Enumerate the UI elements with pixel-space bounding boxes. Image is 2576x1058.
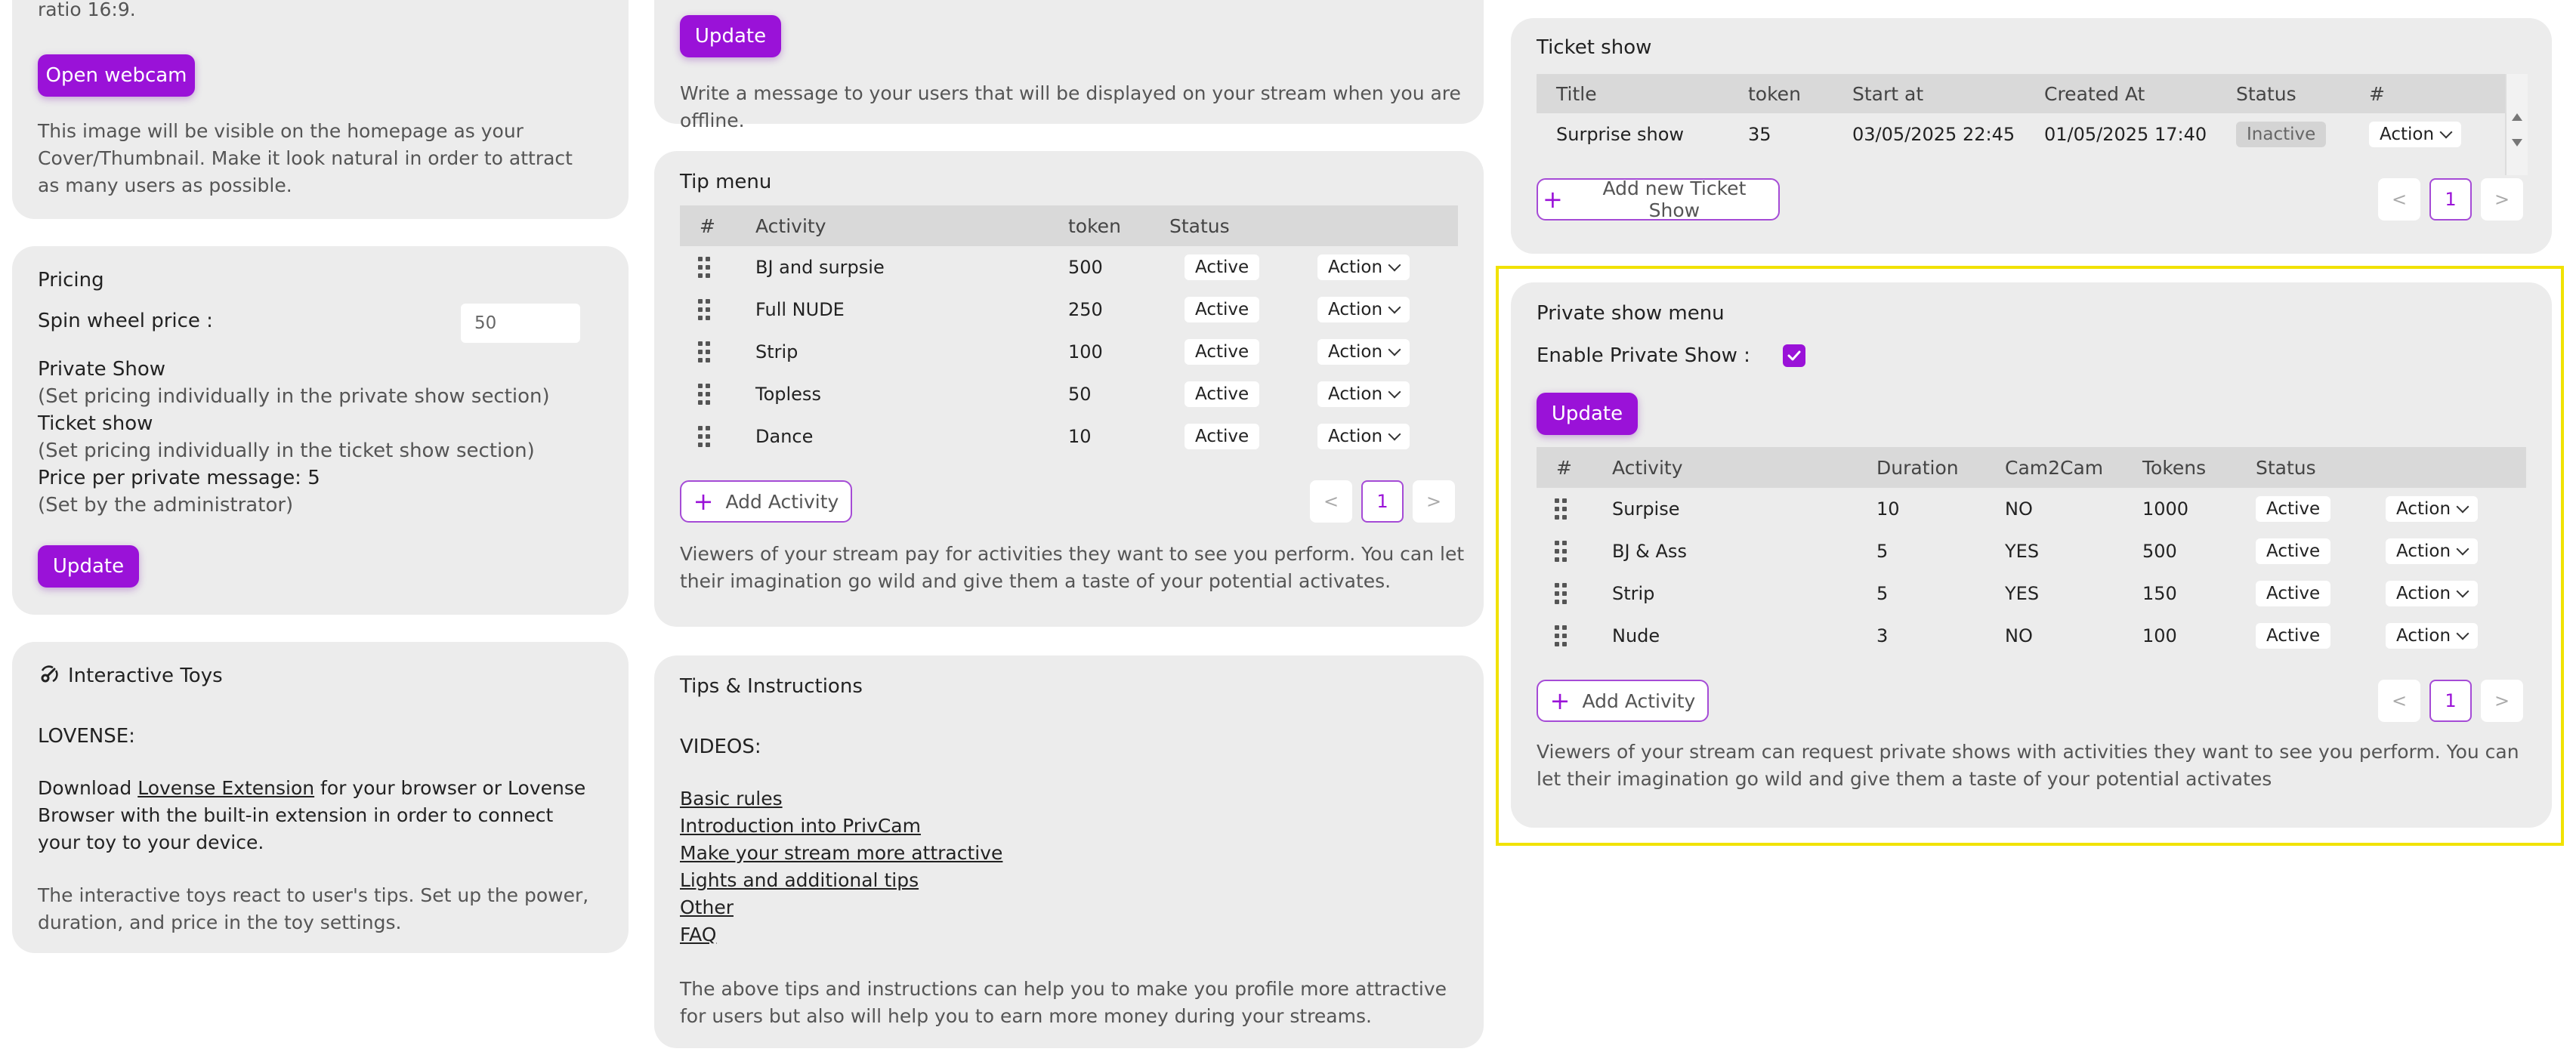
chevron-down-icon [2457,543,2469,556]
ticket-show-note: (Set pricing individually in the ticket show section) [38,440,535,462]
status-badge: Active [2256,538,2330,564]
col-hash: # [700,214,715,237]
toys-download-text [38,775,597,856]
tip-menu-card [654,151,1484,627]
duration-cell: 10 [1876,498,1900,520]
cover-card [12,0,629,219]
prev-page-button[interactable]: < [2378,178,2420,221]
tips-links [680,785,1002,948]
action-label: Action [2380,125,2435,144]
duration-cell: 3 [1876,625,1889,646]
price-per-message: Price per private message: 5 [38,467,320,489]
action-cell [1317,415,1410,458]
start-cell: 03/05/2025 22:45 [1852,124,2015,145]
lovense-extension-link[interactable]: Lovense Extension [137,777,315,799]
link-lights-tips[interactable]: Lights and additional tips [680,869,919,891]
private-show-note: (Set pricing individually in the private show section) [38,385,550,408]
cam2cam-cell: NO [2005,498,2033,520]
col-token: token [1748,82,1801,105]
chevron-down-icon [1388,344,1401,356]
action-dropdown[interactable] [2386,496,2478,522]
status-badge: Active [1185,254,1259,280]
drag-handle-icon[interactable] [698,246,710,288]
private-show-card [1511,282,2552,828]
table-row [680,246,1458,288]
open-webcam-button[interactable]: Open webcam [38,54,195,97]
scroll-up-icon[interactable] [2512,113,2522,121]
chevron-down-icon [2457,585,2469,598]
chevron-down-icon [1388,259,1401,272]
drag-handle-icon[interactable] [1555,572,1567,615]
tip-menu-rows [680,246,1458,458]
status-cell [2256,530,2330,572]
token-cell: 100 [1068,341,1103,362]
tips-note: The above tips and instructions can help you to make you profile more attractive for users but also will help you to earn more money during your streams. [680,978,1447,1027]
col-duration: Duration [1876,456,1959,479]
lovense-label: LOVENSE: [38,725,135,748]
action-label: Action [1328,384,1383,404]
status-badge: Active [2256,496,2330,522]
activity-cell: BJ & Ass [1612,541,1687,562]
next-page-button[interactable]: > [2481,680,2523,722]
ticket-rows [1537,113,2505,156]
status-badge: Active [1185,381,1259,407]
action-cell [2386,615,2478,657]
offline-description: Write a message to your users that will be displayed on your stream when you are offline. [680,82,1461,131]
col-cam2cam: Cam2Cam [2005,456,2104,479]
plus-icon: + [1549,686,1571,715]
add-ticket-show-label: Add new Ticket Show [1602,177,1747,221]
drag-handle-icon[interactable] [1555,615,1567,657]
tokens-cell: 500 [2142,541,2177,562]
action-label: Action [2396,499,2451,519]
tips-instructions-card [654,655,1484,1048]
add-activity-button[interactable] [1537,680,1709,722]
chevron-down-icon [2440,126,2453,139]
cover-ratio-text: ratio 16:9. [38,0,136,20]
token-cell: 500 [1068,257,1103,278]
col-title: Title [1556,82,1597,105]
table-row [680,288,1458,331]
action-label: Action [1328,427,1383,446]
toy-wave-icon [38,663,60,686]
toys-note: The interactive toys react to user's tips. Set up the power, duration, and price in the toy settings. [38,884,589,933]
table-row [680,373,1458,415]
link-other[interactable]: Other [680,896,734,918]
page-number[interactable]: 1 [2429,680,2472,722]
status-cell [2256,488,2330,530]
duration-cell: 5 [1876,541,1889,562]
status-cell [2236,113,2326,156]
enable-private-checkbox[interactable] [1783,344,1805,367]
interactive-toys-card [12,642,629,953]
price-per-message-note: (Set by the administrator) [38,494,294,517]
tip-menu-description: Viewers of your stream pay for activities they want to see you perform. You can let their imagination go wild and give them a taste of your potential activates. [680,543,1465,592]
pricing-update-button[interactable]: Update [38,545,139,588]
link-faq[interactable]: FAQ [680,924,717,945]
drag-handle-icon[interactable] [1555,488,1567,530]
pricing-card [12,246,629,615]
action-cell [1317,288,1410,331]
drag-handle-icon[interactable] [698,288,710,331]
token-cell: 35 [1748,124,1771,145]
table-row [1537,530,2526,572]
status-cell [2256,572,2330,615]
next-page-button[interactable]: > [2481,178,2523,221]
status-badge: Active [2256,581,2330,606]
action-dropdown[interactable] [1317,254,1410,280]
title-cell: Surprise show [1556,124,1685,145]
drag-handle-icon[interactable] [1555,530,1567,572]
chevron-down-icon [1388,386,1401,399]
col-status: Status [2256,456,2316,479]
table-row [680,415,1458,458]
col-hash: # [2369,82,2385,105]
status-cell [1185,288,1259,331]
token-cell: 250 [1068,299,1103,320]
private-menu-description: Viewers of your stream can request private shows with activities they want to see you perform. You can let their imagination go wild and give them a taste of your potential activates [1537,741,2519,790]
next-page-button[interactable]: > [1413,480,1455,523]
status-cell [1185,331,1259,373]
action-cell [2386,572,2478,615]
action-label: Action [1328,258,1383,277]
tokens-cell: 100 [2142,625,2177,646]
action-dropdown[interactable] [2369,122,2461,147]
activity-cell: Dance [755,426,814,447]
table-row [1537,113,2505,156]
link-basic-rules[interactable]: Basic rules [680,788,783,810]
private-update-button[interactable]: Update [1537,393,1638,435]
status-badge: Active [1185,297,1259,322]
status-cell [1185,415,1259,458]
duration-cell: 5 [1876,583,1889,604]
activity-cell: Strip [1612,583,1655,604]
ticket-show-card [1511,18,2552,254]
action-cell [2386,488,2478,530]
spin-wheel-label: Spin wheel price : [38,310,213,332]
action-cell [1317,246,1410,288]
private-menu-title: Private show menu [1537,302,1725,325]
page-number[interactable]: 1 [1361,480,1404,523]
activity-cell: Nude [1612,625,1660,646]
action-cell [2386,530,2478,572]
tokens-cell: 1000 [2142,498,2189,520]
add-activity-label: Add Activity [1582,689,1696,712]
activity-cell: Full NUDE [755,299,845,320]
created-cell: 01/05/2025 17:40 [2044,124,2207,145]
action-dropdown[interactable] [1317,381,1410,407]
chevron-down-icon [1388,428,1401,441]
status-badge: Active [1185,339,1259,365]
offline-message-card [654,0,1484,131]
activity-cell: Topless [755,384,821,405]
status-cell [2256,615,2330,657]
ticket-scrollbar[interactable] [2505,74,2528,175]
ticket-header [1537,74,2505,113]
tokens-cell: 150 [2142,583,2177,604]
action-dropdown[interactable] [2386,538,2478,564]
action-label: Action [2396,626,2451,646]
link-attractive-stream[interactable]: Make your stream more attractive [680,842,1003,864]
token-cell: 50 [1068,384,1092,405]
scroll-down-icon[interactable] [2512,139,2522,147]
status-badge: Active [1185,424,1259,449]
chevron-down-icon [1388,301,1401,314]
add-activity-button[interactable] [680,480,852,523]
spin-wheel-price-input[interactable] [461,304,580,343]
table-row [1537,488,2526,530]
col-status: Status [1169,214,1230,237]
col-token: token [1068,214,1121,237]
prev-page-button[interactable]: < [1310,480,1352,523]
private-rows [1537,488,2526,657]
table-row [1537,572,2526,615]
plus-icon: + [693,487,714,516]
prev-page-button[interactable]: < [2378,680,2420,722]
col-start-at: Start at [1852,82,1924,105]
ticket-show-title: Ticket show [38,412,153,435]
col-status: Status [2236,82,2296,105]
spin-wheel-price-value: 50 [474,313,497,333]
activity-cell: BJ and surpsie [755,257,885,278]
enable-private-label: Enable Private Show : [1537,344,1750,367]
tip-menu-header [680,205,1458,246]
chevron-down-icon [2457,501,2469,514]
action-dropdown[interactable] [1317,424,1410,449]
action-label: Action [1328,342,1383,362]
action-dropdown[interactable] [1317,297,1410,322]
status-badge: Active [2256,623,2330,649]
action-dropdown[interactable] [2386,581,2478,606]
cover-description: This image will be visible on the homepage as your Cover/Thumbnail. Make it look natural in order to attract as many users as possible. [38,120,573,196]
offline-update-button[interactable]: Update [680,15,781,57]
private-show-title: Private Show [38,358,166,381]
action-label: Action [2396,541,2451,561]
chevron-down-icon [2457,628,2469,640]
plus-icon: + [1543,185,1563,214]
col-activity: Activity [1612,456,1683,479]
table-row [1537,615,2526,657]
download-suffix: for your browser or Lovense Browser with the built-in extension in order to connect your toy to your device. [38,777,586,853]
status-cell [1185,373,1259,415]
tip-menu-title: Tip menu [680,171,772,193]
action-label: Action [2396,584,2451,603]
token-cell: 10 [1068,426,1092,447]
activity-cell: Surpise [1612,498,1680,520]
videos-label: VIDEOS: [680,736,761,758]
status-cell [1185,246,1259,288]
drag-handle-icon[interactable] [698,331,710,373]
col-created-at: Created At [2044,82,2145,105]
action-dropdown[interactable] [2386,623,2478,649]
add-activity-label: Add Activity [725,490,839,513]
tips-title: Tips & Instructions [680,675,863,698]
pricing-title: Pricing [38,269,104,291]
status-badge: Inactive [2236,122,2326,147]
ticket-show-title: Ticket show [1537,36,1652,59]
drag-handle-icon[interactable] [698,373,710,415]
cam2cam-cell: YES [2005,541,2040,562]
col-hash: # [1556,456,1572,479]
table-row [680,331,1458,373]
toys-title: Interactive Toys [68,665,223,687]
cam2cam-cell: NO [2005,625,2033,646]
activity-cell: Strip [755,341,798,362]
link-introduction[interactable]: Introduction into PrivCam [680,815,921,837]
action-cell [2369,113,2461,156]
action-label: Action [1328,300,1383,319]
action-cell [1317,373,1410,415]
drag-handle-icon[interactable] [698,415,710,458]
page-number[interactable]: 1 [2429,178,2472,221]
action-dropdown[interactable] [1317,339,1410,365]
download-prefix: Download [38,777,138,799]
action-cell [1317,331,1410,373]
private-header [1537,447,2526,488]
add-ticket-show-button[interactable] [1537,178,1780,221]
checkmark-icon [1783,344,1805,367]
col-activity: Activity [755,214,826,237]
cam2cam-cell: YES [2005,583,2040,604]
col-tokens: Tokens [2142,456,2207,479]
